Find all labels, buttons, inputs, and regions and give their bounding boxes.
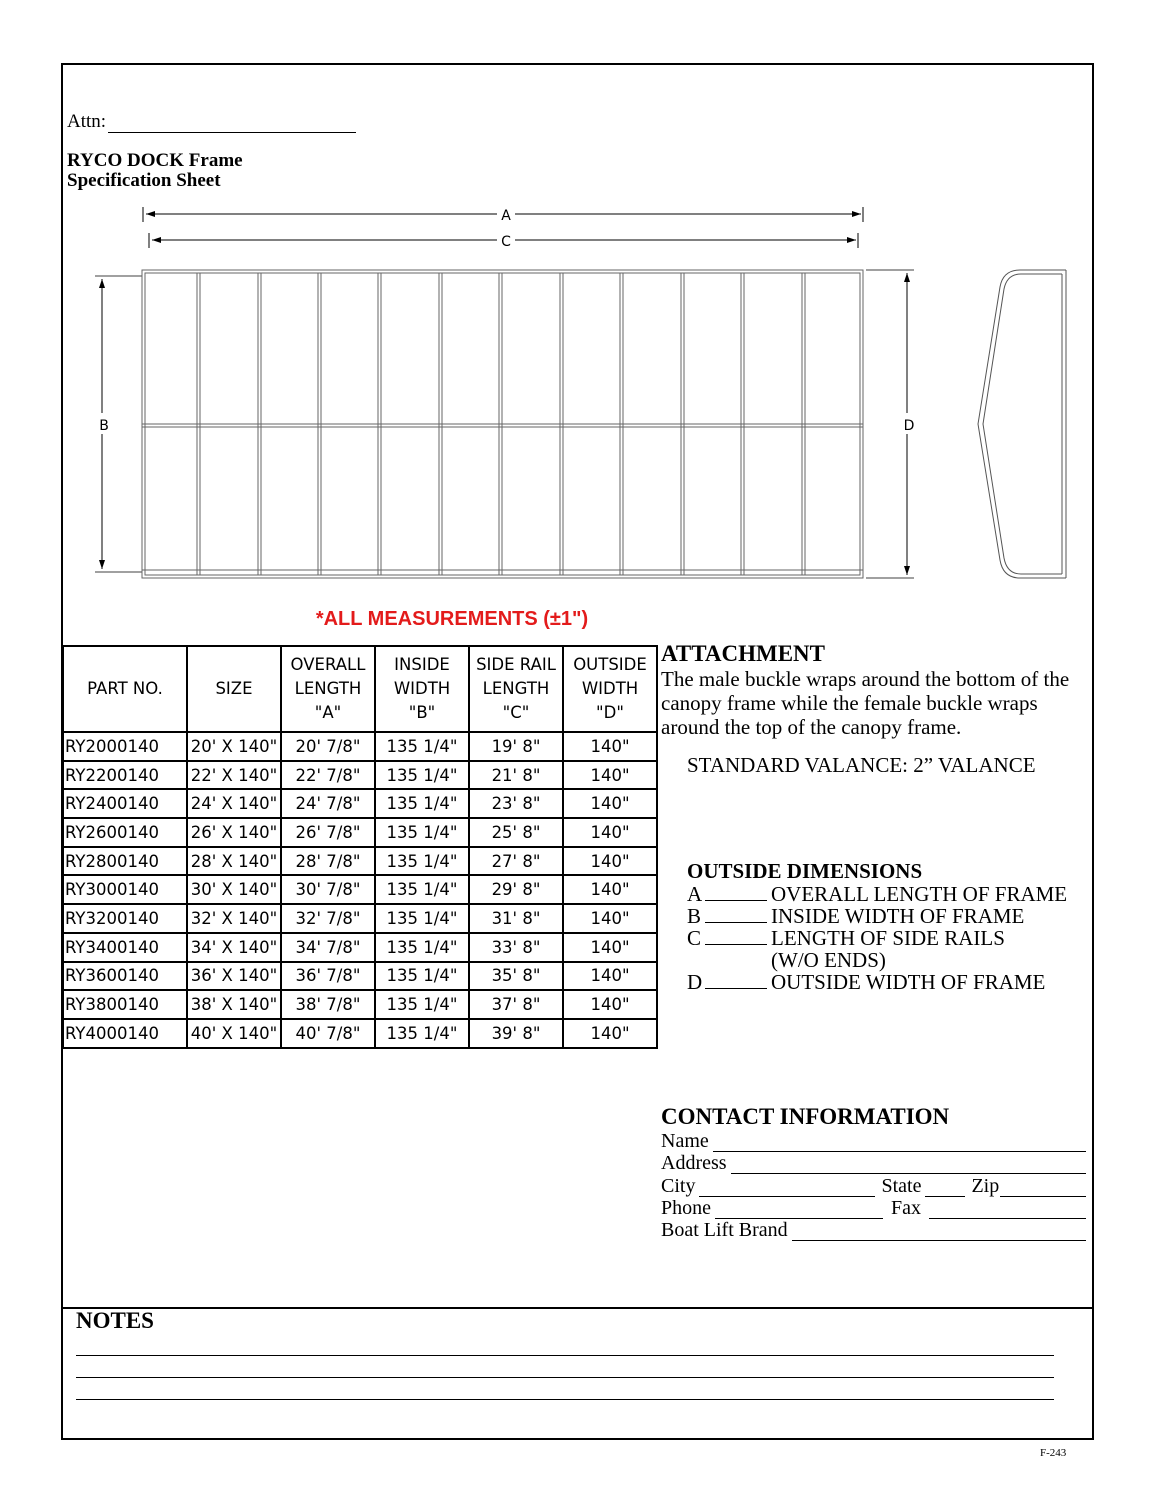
- dimension-b: [95, 276, 142, 572]
- table-row: [63, 990, 657, 1019]
- part-number-cell: RY3400140: [63, 933, 187, 962]
- outside-dimension-item: [687, 971, 1045, 993]
- table-cell: 135 1/4": [375, 904, 469, 933]
- part-number-cell: RY2000140: [63, 732, 187, 761]
- column-header: [281, 646, 375, 732]
- part-number-cell: RY2800140: [63, 847, 187, 876]
- dimension-letter: A: [687, 882, 703, 906]
- contact-phone-row: [661, 1197, 1086, 1219]
- table-cell: 35' 8": [469, 962, 563, 991]
- table-cell: 30' X 140": [187, 875, 281, 904]
- table-row: [63, 904, 657, 933]
- table-row: [63, 732, 657, 761]
- table-cell: 135 1/4": [375, 875, 469, 904]
- dimension-letter: C: [687, 926, 702, 950]
- table-cell: 135 1/4": [375, 962, 469, 991]
- part-number-cell: RY2400140: [63, 789, 187, 818]
- table-cell: 37' 8": [469, 990, 563, 1019]
- attn-label: Attn:: [67, 111, 107, 132]
- part-number-cell: RY2200140: [63, 761, 187, 790]
- table-cell: 135 1/4": [375, 789, 469, 818]
- part-number-cell: RY3200140: [63, 904, 187, 933]
- table-cell: 32' 7/8": [281, 904, 375, 933]
- table-cell: 135 1/4": [375, 732, 469, 761]
- table-row: [63, 761, 657, 790]
- zip-label: Zip: [971, 1175, 1000, 1197]
- table-cell: 27' 8": [469, 847, 563, 876]
- table-cell: 135 1/4": [375, 990, 469, 1019]
- table-cell: 135 1/4": [375, 761, 469, 790]
- table-cell: 39' 8": [469, 1019, 563, 1048]
- zip-field[interactable]: [1000, 1179, 1086, 1197]
- notes-line[interactable]: [76, 1377, 1054, 1378]
- contact-heading: CONTACT INFORMATION: [661, 1104, 950, 1129]
- column-header: [187, 646, 281, 732]
- frame-diagram: [0, 0, 1160, 600]
- table-cell: 19' 8": [469, 732, 563, 761]
- table-cell: 140": [563, 962, 657, 991]
- table-row: [63, 962, 657, 991]
- dimension-blank-field[interactable]: [705, 928, 767, 945]
- measurement-tolerance-note: *ALL MEASUREMENTS (±1"): [315, 608, 589, 630]
- address-field[interactable]: [731, 1156, 1086, 1174]
- table-row: [63, 818, 657, 847]
- table-cell: 40' X 140": [187, 1019, 281, 1048]
- column-header-line: WIDTH: [581, 679, 639, 698]
- table-cell: 140": [563, 875, 657, 904]
- phone-field[interactable]: [715, 1201, 883, 1219]
- valance-text: STANDARD VALANCE: 2” VALANCE: [687, 753, 1036, 777]
- dim-label-d: D: [903, 418, 915, 434]
- table-cell: 30' 7/8": [281, 875, 375, 904]
- table-cell: 33' 8": [469, 933, 563, 962]
- table-cell: 140": [563, 933, 657, 962]
- table-cell: 22' X 140": [187, 761, 281, 790]
- column-header-line: LENGTH: [482, 679, 550, 698]
- table-cell: 140": [563, 818, 657, 847]
- title-line-2: Specification Sheet: [67, 170, 221, 191]
- table-cell: 140": [563, 732, 657, 761]
- table-row: [63, 847, 657, 876]
- table-cell: 140": [563, 904, 657, 933]
- table-cell: 32' X 140": [187, 904, 281, 933]
- table-cell: 140": [563, 1019, 657, 1048]
- table-cell: 135 1/4": [375, 1019, 469, 1048]
- table-cell: 36' 7/8": [281, 962, 375, 991]
- state-label: State: [881, 1175, 922, 1197]
- table-cell: 135 1/4": [375, 818, 469, 847]
- form-code: F-243: [1040, 1447, 1067, 1459]
- column-header-line: SIZE: [215, 679, 253, 698]
- table-cell: 29' 8": [469, 875, 563, 904]
- dim-label-c: C: [501, 234, 511, 250]
- column-header-line: "A": [314, 703, 342, 722]
- table-cell: 31' 8": [469, 904, 563, 933]
- contact-address-row: [661, 1152, 1086, 1174]
- table-cell: 36' X 140": [187, 962, 281, 991]
- column-header-line: WIDTH: [393, 679, 451, 698]
- outside-dimension-item: [687, 883, 1067, 905]
- dimension-blank-field[interactable]: [705, 972, 767, 989]
- table-row: [63, 789, 657, 818]
- part-number-cell: RY3800140: [63, 990, 187, 1019]
- table-cell: 28' 7/8": [281, 847, 375, 876]
- table-cell: 26' X 140": [187, 818, 281, 847]
- column-header-line: SIDE RAIL: [476, 655, 556, 674]
- dimension-blank-field[interactable]: [705, 906, 767, 923]
- dimension-description: (W/O ENDS): [771, 948, 886, 972]
- table-row: [63, 1019, 657, 1048]
- dimension-c: [149, 233, 858, 250]
- column-header-line: "C": [502, 703, 530, 722]
- table-cell: 140": [563, 761, 657, 790]
- column-header: [375, 646, 469, 732]
- name-field[interactable]: [713, 1134, 1086, 1152]
- table-row: [63, 875, 657, 904]
- outside-dimension-item: [687, 949, 886, 971]
- part-number-cell: RY2600140: [63, 818, 187, 847]
- contact-brand-row: [661, 1219, 1086, 1241]
- dimension-a: [143, 207, 863, 224]
- dimension-description: INSIDE WIDTH OF FRAME: [771, 904, 1025, 928]
- column-header-line: INSIDE: [394, 655, 450, 674]
- table-cell: 40' 7/8": [281, 1019, 375, 1048]
- table-cell: 23' 8": [469, 789, 563, 818]
- spec-table-header-row: [63, 646, 657, 732]
- dimension-blank-field[interactable]: [705, 884, 767, 901]
- column-header-line: OVERALL: [290, 655, 366, 674]
- attachment-heading: ATTACHMENT: [661, 641, 825, 666]
- column-header-line: OUTSIDE: [573, 655, 647, 674]
- fax-field[interactable]: [929, 1201, 1086, 1219]
- table-cell: 24' 7/8": [281, 789, 375, 818]
- table-cell: 38' X 140": [187, 990, 281, 1019]
- table-cell: 140": [563, 789, 657, 818]
- dimension-letter: D: [687, 970, 703, 994]
- column-header-line: LENGTH: [294, 679, 362, 698]
- outside-dimensions-heading: OUTSIDE DIMENSIONS: [687, 859, 923, 883]
- boat-lift-brand-label: Boat Lift Brand: [661, 1219, 788, 1241]
- spec-table-body: [63, 732, 657, 1048]
- column-header: [469, 646, 563, 732]
- table-cell: 135 1/4": [375, 847, 469, 876]
- dimension-description: OVERALL LENGTH OF FRAME: [771, 882, 1068, 906]
- column-header-line: "B": [408, 703, 436, 722]
- outside-dimension-item: [687, 927, 1005, 949]
- dimension-description: OUTSIDE WIDTH OF FRAME: [771, 970, 1046, 994]
- column-header-line: PART NO.: [87, 679, 163, 698]
- part-number-cell: RY3000140: [63, 875, 187, 904]
- notes-line[interactable]: [76, 1355, 1054, 1356]
- dim-label-b: B: [99, 418, 109, 434]
- table-cell: 24' X 140": [187, 789, 281, 818]
- table-cell: 135 1/4": [375, 933, 469, 962]
- notes-heading: NOTES: [76, 1308, 154, 1333]
- part-number-cell: RY4000140: [63, 1019, 187, 1048]
- table-cell: 34' 7/8": [281, 933, 375, 962]
- table-cell: 20' 7/8": [281, 732, 375, 761]
- attachment-text: The male buckle wraps around the bottom of the canopy frame while the female buckle wraps around the top of the canopy frame.: [661, 667, 1070, 739]
- column-header-line: "D": [596, 703, 624, 722]
- dim-label-a: A: [501, 208, 511, 224]
- city-label: City: [661, 1175, 696, 1197]
- dimension-description: LENGTH OF SIDE RAILS: [771, 926, 1005, 950]
- table-cell: 22' 7/8": [281, 761, 375, 790]
- notes-line[interactable]: [76, 1399, 1054, 1400]
- boat-lift-brand-field[interactable]: [792, 1223, 1086, 1241]
- contact-name-row: [661, 1130, 1086, 1152]
- part-number-cell: RY3600140: [63, 962, 187, 991]
- city-field[interactable]: [699, 1179, 875, 1197]
- table-cell: 21' 8": [469, 761, 563, 790]
- fax-label: Fax: [891, 1197, 921, 1219]
- table-cell: 34' X 140": [187, 933, 281, 962]
- table-cell: 140": [563, 990, 657, 1019]
- table-cell: 20' X 140": [187, 732, 281, 761]
- table-row: [63, 933, 657, 962]
- dimension-letter: B: [687, 904, 702, 928]
- column-header: [63, 646, 187, 732]
- outside-dimension-item: [687, 905, 1024, 927]
- canopy-frame-top-view: [142, 270, 863, 578]
- table-cell: 38' 7/8": [281, 990, 375, 1019]
- dimension-d: [866, 270, 914, 578]
- title-line-1: RYCO DOCK Frame: [67, 150, 243, 171]
- table-cell: 140": [563, 847, 657, 876]
- table-cell: 26' 7/8": [281, 818, 375, 847]
- canopy-frame-side-profile: [978, 270, 1066, 578]
- state-field[interactable]: [925, 1179, 965, 1197]
- phone-label: Phone: [661, 1197, 711, 1219]
- notes-divider: [63, 1307, 1093, 1309]
- name-label: Name: [661, 1130, 709, 1152]
- contact-city-row: [661, 1175, 1086, 1197]
- column-header: [563, 646, 657, 732]
- table-cell: 25' 8": [469, 818, 563, 847]
- spacer: [705, 951, 767, 967]
- table-cell: 28' X 140": [187, 847, 281, 876]
- address-label: Address: [661, 1152, 727, 1174]
- spec-table: [62, 645, 658, 1049]
